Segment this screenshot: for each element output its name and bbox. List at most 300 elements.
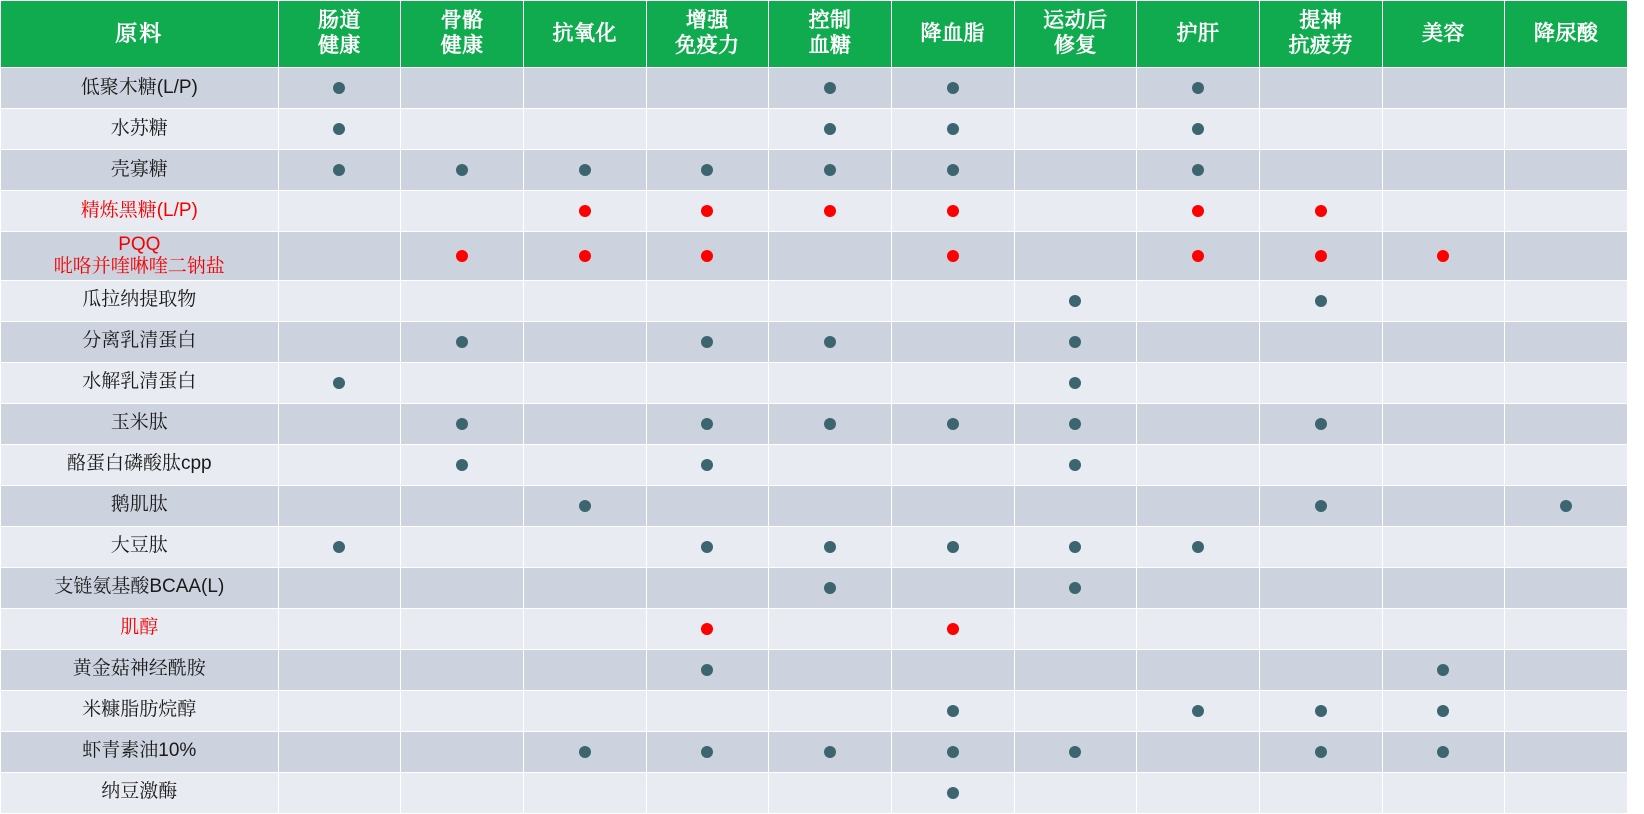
cell-antiox bbox=[523, 109, 646, 150]
cell-immune bbox=[646, 280, 769, 321]
mark-dot bbox=[1069, 336, 1081, 348]
mark-dot bbox=[333, 82, 345, 94]
cell-beauty bbox=[1382, 150, 1505, 191]
cell-liver bbox=[1137, 485, 1260, 526]
table-row bbox=[1, 150, 1628, 191]
cell-recovery bbox=[1014, 68, 1137, 109]
ingredient-name bbox=[1, 109, 279, 150]
mark-dot-red bbox=[824, 205, 836, 217]
table-row bbox=[1, 567, 1628, 608]
header-line: 降血脂 bbox=[920, 21, 985, 45]
cell-gut bbox=[278, 191, 401, 232]
mark-dot-red bbox=[1315, 205, 1327, 217]
cell-bloodsugar bbox=[769, 772, 892, 813]
cell-bloodfat bbox=[891, 150, 1014, 191]
ingredient-name bbox=[1, 68, 279, 109]
mark-dot bbox=[824, 418, 836, 430]
cell-gut bbox=[278, 232, 401, 281]
cell-uricacid bbox=[1505, 731, 1628, 772]
mark-dot bbox=[824, 582, 836, 594]
cell-refresh bbox=[1259, 608, 1382, 649]
mark-dot bbox=[947, 164, 959, 176]
cell-bloodsugar bbox=[769, 109, 892, 150]
mark-dot bbox=[701, 336, 713, 348]
cell-antiox bbox=[523, 191, 646, 232]
cell-gut bbox=[278, 150, 401, 191]
ingredient-name-line: 纳豆激酶 bbox=[101, 781, 178, 803]
cell-bone bbox=[401, 191, 524, 232]
mark-dot bbox=[579, 500, 591, 512]
cell-uricacid bbox=[1505, 109, 1628, 150]
cell-bone bbox=[401, 68, 524, 109]
cell-liver bbox=[1137, 649, 1260, 690]
cell-bone bbox=[401, 280, 524, 321]
cell-beauty bbox=[1382, 567, 1505, 608]
cell-bone bbox=[401, 567, 524, 608]
header-line: 修复 bbox=[1053, 34, 1097, 57]
cell-antiox bbox=[523, 526, 646, 567]
cell-immune bbox=[646, 690, 769, 731]
cell-immune bbox=[646, 526, 769, 567]
cell-gut bbox=[278, 362, 401, 403]
cell-uricacid bbox=[1505, 191, 1628, 232]
cell-recovery bbox=[1014, 403, 1137, 444]
cell-immune bbox=[646, 150, 769, 191]
header-immune bbox=[646, 1, 769, 68]
cell-antiox bbox=[523, 649, 646, 690]
ingredient-name-line: 低聚木糖(L/P) bbox=[80, 76, 198, 98]
cell-bloodsugar bbox=[769, 68, 892, 109]
header-line: 美容 bbox=[1421, 21, 1465, 45]
table-row bbox=[1, 608, 1628, 649]
cell-bone bbox=[401, 649, 524, 690]
cell-antiox bbox=[523, 68, 646, 109]
ingredient-name bbox=[1, 321, 279, 362]
header-line: 骨骼 bbox=[440, 9, 484, 33]
mark-dot bbox=[1560, 500, 1572, 512]
cell-uricacid bbox=[1505, 321, 1628, 362]
cell-uricacid bbox=[1505, 690, 1628, 731]
cell-beauty bbox=[1382, 485, 1505, 526]
cell-uricacid bbox=[1505, 567, 1628, 608]
table-body bbox=[1, 68, 1628, 814]
mark-dot bbox=[947, 787, 959, 799]
ingredient-name bbox=[1, 608, 279, 649]
cell-gut bbox=[278, 68, 401, 109]
header-bloodsugar bbox=[769, 1, 892, 68]
mark-dot bbox=[579, 746, 591, 758]
cell-gut bbox=[278, 109, 401, 150]
cell-gut bbox=[278, 485, 401, 526]
mark-dot bbox=[947, 746, 959, 758]
cell-bone bbox=[401, 731, 524, 772]
cell-beauty bbox=[1382, 690, 1505, 731]
table-row bbox=[1, 68, 1628, 109]
cell-bloodsugar bbox=[769, 150, 892, 191]
mark-dot bbox=[1315, 746, 1327, 758]
cell-beauty bbox=[1382, 321, 1505, 362]
cell-liver bbox=[1137, 232, 1260, 281]
table-row bbox=[1, 485, 1628, 526]
cell-bloodsugar bbox=[769, 232, 892, 281]
mark-dot bbox=[824, 164, 836, 176]
ingredient-name-line: 虾青素油10% bbox=[82, 740, 197, 762]
mark-dot bbox=[947, 123, 959, 135]
cell-beauty bbox=[1382, 608, 1505, 649]
cell-antiox bbox=[523, 232, 646, 281]
cell-antiox bbox=[523, 731, 646, 772]
cell-bone bbox=[401, 444, 524, 485]
cell-bloodfat bbox=[891, 280, 1014, 321]
header-uricacid bbox=[1505, 1, 1628, 68]
cell-bloodsugar bbox=[769, 485, 892, 526]
cell-bone bbox=[401, 109, 524, 150]
table-row bbox=[1, 232, 1628, 281]
header-ingredient: 原料 bbox=[1, 1, 279, 68]
cell-bloodfat bbox=[891, 526, 1014, 567]
ingredient-name bbox=[1, 731, 279, 772]
ingredient-name-line: 吡咯并喹啉喹二钠盐 bbox=[53, 255, 225, 277]
cell-bloodfat bbox=[891, 444, 1014, 485]
cell-gut bbox=[278, 280, 401, 321]
cell-refresh bbox=[1259, 731, 1382, 772]
cell-bloodfat bbox=[891, 109, 1014, 150]
cell-antiox bbox=[523, 280, 646, 321]
cell-immune bbox=[646, 567, 769, 608]
cell-antiox bbox=[523, 485, 646, 526]
cell-gut bbox=[278, 731, 401, 772]
ingredient-name bbox=[1, 485, 279, 526]
cell-bloodfat bbox=[891, 232, 1014, 281]
cell-bone bbox=[401, 403, 524, 444]
cell-immune bbox=[646, 731, 769, 772]
cell-gut bbox=[278, 526, 401, 567]
mark-dot bbox=[1069, 418, 1081, 430]
ingredient-name-line: 玉米肽 bbox=[110, 412, 168, 434]
cell-uricacid bbox=[1505, 232, 1628, 281]
cell-uricacid bbox=[1505, 772, 1628, 813]
cell-refresh bbox=[1259, 232, 1382, 281]
mark-dot bbox=[456, 336, 468, 348]
cell-bloodfat bbox=[891, 362, 1014, 403]
mark-dot-red bbox=[701, 205, 713, 217]
header-line: 控制 bbox=[808, 9, 852, 33]
mark-dot bbox=[824, 336, 836, 348]
header-bloodfat bbox=[891, 1, 1014, 68]
header-line: 护肝 bbox=[1176, 21, 1220, 45]
mark-dot bbox=[333, 164, 345, 176]
ingredient-name-line: 鹅肌肽 bbox=[110, 494, 168, 516]
mark-dot bbox=[824, 123, 836, 135]
cell-bone bbox=[401, 232, 524, 281]
cell-bone bbox=[401, 362, 524, 403]
header-recovery bbox=[1014, 1, 1137, 68]
header-line: 运动后 bbox=[1043, 9, 1108, 33]
header-line: 健康 bbox=[317, 34, 361, 57]
cell-liver bbox=[1137, 321, 1260, 362]
table-row bbox=[1, 362, 1628, 403]
cell-refresh bbox=[1259, 362, 1382, 403]
ingredient-name-line: 肌醇 bbox=[120, 617, 159, 639]
cell-liver bbox=[1137, 362, 1260, 403]
cell-bone bbox=[401, 690, 524, 731]
cell-beauty bbox=[1382, 280, 1505, 321]
cell-recovery bbox=[1014, 109, 1137, 150]
cell-bloodsugar bbox=[769, 321, 892, 362]
mark-dot-red bbox=[701, 250, 713, 262]
cell-uricacid bbox=[1505, 362, 1628, 403]
cell-bloodfat bbox=[891, 731, 1014, 772]
cell-antiox bbox=[523, 362, 646, 403]
cell-refresh bbox=[1259, 690, 1382, 731]
cell-immune bbox=[646, 232, 769, 281]
header-line: 增强 bbox=[685, 9, 729, 33]
mark-dot-red bbox=[579, 205, 591, 217]
cell-bloodsugar bbox=[769, 403, 892, 444]
cell-recovery bbox=[1014, 362, 1137, 403]
cell-recovery bbox=[1014, 191, 1137, 232]
cell-bloodfat bbox=[891, 403, 1014, 444]
mark-dot bbox=[1192, 123, 1204, 135]
mark-dot bbox=[701, 164, 713, 176]
mark-dot bbox=[1069, 295, 1081, 307]
cell-antiox bbox=[523, 690, 646, 731]
mark-dot bbox=[1315, 295, 1327, 307]
ingredient-name bbox=[1, 280, 279, 321]
cell-refresh bbox=[1259, 649, 1382, 690]
cell-antiox bbox=[523, 321, 646, 362]
cell-immune bbox=[646, 608, 769, 649]
cell-liver bbox=[1137, 772, 1260, 813]
mark-dot bbox=[579, 164, 591, 176]
ingredient-name-line: 酪蛋白磷酸肽cpp bbox=[66, 453, 212, 475]
cell-bloodsugar bbox=[769, 526, 892, 567]
cell-liver bbox=[1137, 567, 1260, 608]
ingredient-name bbox=[1, 232, 279, 281]
cell-bloodsugar bbox=[769, 567, 892, 608]
cell-beauty bbox=[1382, 68, 1505, 109]
header-line: 血糖 bbox=[808, 34, 852, 57]
cell-beauty bbox=[1382, 362, 1505, 403]
cell-refresh bbox=[1259, 109, 1382, 150]
cell-recovery bbox=[1014, 608, 1137, 649]
cell-liver bbox=[1137, 109, 1260, 150]
cell-immune bbox=[646, 321, 769, 362]
header-antiox bbox=[523, 1, 646, 68]
cell-bone bbox=[401, 150, 524, 191]
mark-dot-red bbox=[947, 205, 959, 217]
header-line: 抗疲劳 bbox=[1288, 34, 1353, 57]
mark-dot bbox=[333, 541, 345, 553]
ingredient-name bbox=[1, 362, 279, 403]
mark-dot bbox=[1192, 541, 1204, 553]
cell-liver bbox=[1137, 608, 1260, 649]
header-line: 抗氧化 bbox=[552, 21, 617, 45]
table-row bbox=[1, 690, 1628, 731]
cell-liver bbox=[1137, 403, 1260, 444]
cell-refresh bbox=[1259, 444, 1382, 485]
mark-dot bbox=[1192, 705, 1204, 717]
cell-bloodfat bbox=[891, 649, 1014, 690]
ingredient-name bbox=[1, 526, 279, 567]
cell-refresh bbox=[1259, 485, 1382, 526]
mark-dot bbox=[1069, 377, 1081, 389]
cell-gut bbox=[278, 403, 401, 444]
cell-liver bbox=[1137, 280, 1260, 321]
cell-bone bbox=[401, 526, 524, 567]
cell-immune bbox=[646, 772, 769, 813]
cell-gut bbox=[278, 321, 401, 362]
cell-gut bbox=[278, 444, 401, 485]
header-row bbox=[1, 1, 1628, 68]
cell-liver bbox=[1137, 68, 1260, 109]
table-row bbox=[1, 772, 1628, 813]
mark-dot bbox=[1069, 582, 1081, 594]
cell-uricacid bbox=[1505, 608, 1628, 649]
cell-gut bbox=[278, 649, 401, 690]
ingredient-name-line: 大豆肽 bbox=[110, 535, 168, 557]
cell-immune bbox=[646, 191, 769, 232]
cell-beauty bbox=[1382, 444, 1505, 485]
cell-liver bbox=[1137, 191, 1260, 232]
cell-beauty bbox=[1382, 649, 1505, 690]
ingredient-name-line: 米糠脂肪烷醇 bbox=[82, 699, 197, 721]
cell-liver bbox=[1137, 150, 1260, 191]
mark-dot bbox=[947, 541, 959, 553]
header-line: 提神 bbox=[1299, 9, 1343, 33]
ingredient-name-line: 水解乳清蛋白 bbox=[82, 371, 197, 393]
cell-bloodsugar bbox=[769, 690, 892, 731]
mark-dot-red bbox=[1315, 250, 1327, 262]
table-row bbox=[1, 444, 1628, 485]
mark-dot bbox=[1437, 664, 1449, 676]
cell-liver bbox=[1137, 690, 1260, 731]
mark-dot-red bbox=[1437, 250, 1449, 262]
cell-gut bbox=[278, 690, 401, 731]
cell-uricacid bbox=[1505, 485, 1628, 526]
mark-dot-red bbox=[1192, 250, 1204, 262]
ingredient-name-line: 分离乳清蛋白 bbox=[82, 330, 197, 352]
mark-dot bbox=[1192, 82, 1204, 94]
mark-dot-red bbox=[579, 250, 591, 262]
mark-dot bbox=[1069, 459, 1081, 471]
cell-bloodfat bbox=[891, 772, 1014, 813]
cell-antiox bbox=[523, 150, 646, 191]
cell-recovery bbox=[1014, 526, 1137, 567]
table-row bbox=[1, 526, 1628, 567]
mark-dot bbox=[456, 459, 468, 471]
mark-dot bbox=[947, 82, 959, 94]
header-bone bbox=[401, 1, 524, 68]
cell-recovery bbox=[1014, 731, 1137, 772]
cell-recovery bbox=[1014, 485, 1137, 526]
ingredient-name-line: 壳寡糖 bbox=[110, 158, 168, 180]
ingredient-name bbox=[1, 649, 279, 690]
cell-bloodsugar bbox=[769, 731, 892, 772]
cell-uricacid bbox=[1505, 444, 1628, 485]
cell-immune bbox=[646, 485, 769, 526]
cell-beauty bbox=[1382, 232, 1505, 281]
mark-dot bbox=[1192, 164, 1204, 176]
header-liver bbox=[1137, 1, 1260, 68]
mark-dot bbox=[456, 164, 468, 176]
cell-refresh bbox=[1259, 567, 1382, 608]
cell-recovery bbox=[1014, 690, 1137, 731]
cell-recovery bbox=[1014, 567, 1137, 608]
table-header bbox=[1, 1, 1628, 68]
mark-dot bbox=[701, 746, 713, 758]
mark-dot bbox=[701, 459, 713, 471]
ingredient-name-line: 黄金菇神经酰胺 bbox=[72, 658, 206, 680]
cell-liver bbox=[1137, 444, 1260, 485]
cell-refresh bbox=[1259, 772, 1382, 813]
cell-bone bbox=[401, 485, 524, 526]
cell-uricacid bbox=[1505, 649, 1628, 690]
cell-antiox bbox=[523, 567, 646, 608]
cell-antiox bbox=[523, 772, 646, 813]
cell-bloodfat bbox=[891, 567, 1014, 608]
cell-bloodfat bbox=[891, 690, 1014, 731]
ingredient-name bbox=[1, 150, 279, 191]
cell-immune bbox=[646, 403, 769, 444]
cell-beauty bbox=[1382, 526, 1505, 567]
cell-immune bbox=[646, 362, 769, 403]
ingredient-name bbox=[1, 191, 279, 232]
ingredient-name bbox=[1, 403, 279, 444]
cell-uricacid bbox=[1505, 68, 1628, 109]
mark-dot bbox=[1069, 746, 1081, 758]
table-row bbox=[1, 109, 1628, 150]
cell-uricacid bbox=[1505, 526, 1628, 567]
cell-refresh bbox=[1259, 191, 1382, 232]
ingredient-name-line: PQQ bbox=[118, 234, 161, 255]
mark-dot bbox=[947, 418, 959, 430]
cell-gut bbox=[278, 772, 401, 813]
cell-uricacid bbox=[1505, 150, 1628, 191]
cell-beauty bbox=[1382, 772, 1505, 813]
cell-beauty bbox=[1382, 731, 1505, 772]
mark-dot bbox=[824, 541, 836, 553]
cell-bone bbox=[401, 608, 524, 649]
cell-recovery bbox=[1014, 772, 1137, 813]
cell-bloodsugar bbox=[769, 280, 892, 321]
cell-bone bbox=[401, 321, 524, 362]
cell-uricacid bbox=[1505, 403, 1628, 444]
cell-immune bbox=[646, 444, 769, 485]
ingredient-name-line: 水苏糖 bbox=[110, 117, 168, 139]
header-line: 免疫力 bbox=[675, 34, 740, 57]
cell-gut bbox=[278, 608, 401, 649]
cell-liver bbox=[1137, 731, 1260, 772]
ingredient-name bbox=[1, 772, 279, 813]
mark-dot-red bbox=[947, 623, 959, 635]
mark-dot bbox=[1437, 746, 1449, 758]
mark-dot bbox=[824, 82, 836, 94]
mark-dot bbox=[824, 746, 836, 758]
cell-recovery bbox=[1014, 649, 1137, 690]
mark-dot bbox=[456, 418, 468, 430]
mark-dot bbox=[701, 418, 713, 430]
cell-recovery bbox=[1014, 444, 1137, 485]
cell-bloodfat bbox=[891, 321, 1014, 362]
cell-bloodfat bbox=[891, 68, 1014, 109]
mark-dot bbox=[1315, 418, 1327, 430]
cell-refresh bbox=[1259, 403, 1382, 444]
mark-dot bbox=[1437, 705, 1449, 717]
mark-dot bbox=[701, 664, 713, 676]
ingredient-name-line: 支链氨基酸BCAA(L) bbox=[54, 576, 225, 598]
mark-dot bbox=[1315, 705, 1327, 717]
